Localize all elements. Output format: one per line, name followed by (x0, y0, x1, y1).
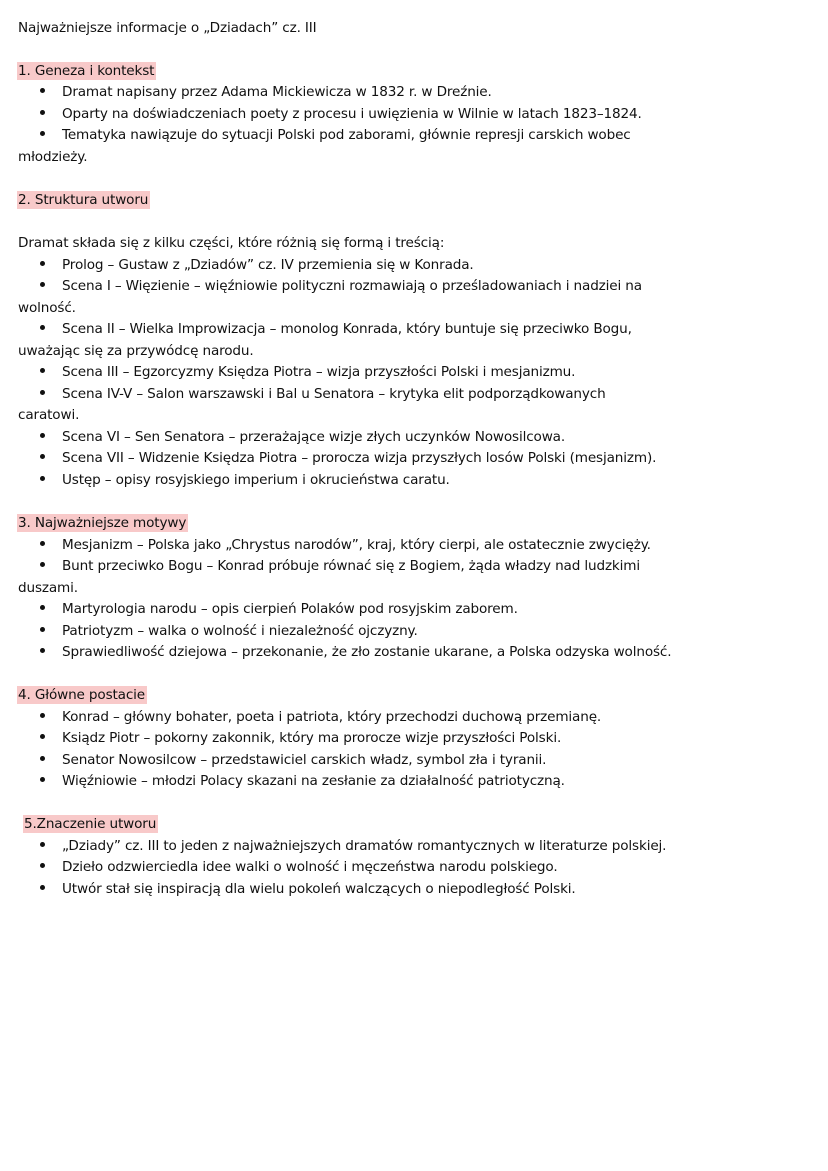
list-item-text: Prolog – Gustaw z „Dziadów” cz. IV przemienia się w Konrada. (62, 257, 474, 273)
list-item (40, 621, 418, 641)
list-item (40, 750, 546, 770)
list-item-text: Konrad – główny bohater, poeta i patriota, który przechodzi duchową przemianę. (62, 709, 602, 725)
list-item-text: Ksiądz Piotr – pokorny zakonnik, który ma prorocze wizje przyszłości Polski. (62, 730, 562, 746)
bullet-icon (40, 110, 45, 115)
list-item (40, 535, 651, 555)
bullet-icon (40, 627, 45, 632)
list-item-text: Więźniowie – młodzi Polacy skazani na zesłanie za działalność patriotyczną. (62, 773, 565, 789)
list-item (40, 448, 656, 468)
list-item-text: Scena III – Egzorcyzmy Księdza Piotra – wizja przyszłości Polski i mesjanizmu. (62, 364, 576, 380)
list-item (40, 384, 606, 404)
bullet-icon (40, 541, 45, 546)
list-item (40, 319, 632, 339)
bullet-icon (40, 863, 45, 868)
list-item-text: Scena I – Więzienie – więźniowie polityczni rozmawiają o prześladowaniach i nadziei na (62, 278, 642, 294)
list-item-text: Martyrologia narodu – opis cierpień Polaków pod rosyjskim zaborem. (62, 601, 518, 617)
list-item-continuation: młodzieży. (18, 149, 88, 165)
list-item (40, 879, 576, 899)
section-1-heading (18, 61, 156, 81)
list-item-text: Scena VI – Sen Senatora – przerażające wizje złych uczynków Nowosilcowa. (62, 429, 566, 445)
bullet-icon (40, 885, 45, 890)
bullet-icon (40, 368, 45, 373)
list-item-text: Ustęp – opisy rosyjskiego imperium i okrucieństwa caratu. (62, 472, 450, 488)
list-item-text: Scena VII – Widzenie Księdza Piotra – prorocza wizja przyszłych losów Polski (mesjanizm). (62, 450, 657, 466)
bullet-icon (40, 131, 45, 136)
list-item-continuation: wolność. (18, 300, 76, 316)
bullet-icon (40, 842, 45, 847)
bullet-icon (40, 325, 45, 330)
list-item (40, 125, 631, 145)
bullet-icon (40, 88, 45, 93)
list-item (40, 857, 558, 877)
list-item-continuation: caratowi. (18, 407, 80, 423)
list-item (40, 362, 575, 382)
list-item-text: „Dziady” cz. III to jeden z najważniejszych dramatów romantycznych w literaturze polskiej. (62, 838, 667, 854)
bullet-icon (40, 713, 45, 718)
bullet-icon (40, 648, 45, 653)
list-item-text: Tematyka nawiązuje do sytuacji Polski pod zaborami, głównie represji carskich wobec (62, 127, 631, 143)
heading-highlight: 1. Geneza i kontekst (18, 63, 155, 79)
list-item (40, 728, 561, 748)
heading-highlight: 5.Znaczenie utworu (24, 816, 157, 832)
section-5-heading (24, 814, 158, 834)
list-item-text: Scena II – Wielka Improwizacja – monolog Konrada, który buntuje się przeciwko Bogu, (62, 321, 632, 337)
list-item-text: Dzieło odzwierciedla idee walki o wolność i męczeństwa narodu polskiego. (62, 859, 558, 875)
list-item-text: Mesjanizm – Polska jako „Chrystus narodów”, kraj, który cierpi, ale ostatecznie zwycięży. (62, 537, 651, 553)
document-title: Najważniejsze informacje o „Dziadach” cz. III (18, 20, 317, 36)
bullet-icon (40, 476, 45, 481)
heading-highlight: 4. Główne postacie (18, 687, 146, 703)
bullet-icon (40, 282, 45, 287)
bullet-icon (40, 777, 45, 782)
section-2-intro: Dramat składa się z kilku części, które różnią się formą i treścią: (18, 235, 445, 251)
section-2-heading (18, 190, 150, 210)
bullet-icon (40, 605, 45, 610)
section-4-heading (18, 685, 147, 705)
heading-highlight: 3. Najważniejsze motywy (18, 515, 187, 531)
list-item-text: Sprawiedliwość dziejowa – przekonanie, że zło zostanie ukarane, a Polska odzyska wolność. (62, 644, 672, 660)
list-item (40, 427, 565, 447)
bullet-icon (40, 261, 45, 266)
list-item (40, 470, 450, 490)
list-item (40, 836, 666, 856)
list-item (40, 771, 565, 791)
list-item (40, 599, 518, 619)
heading-highlight: 2. Struktura utworu (18, 192, 149, 208)
bullet-icon (40, 390, 45, 395)
section-3-heading (18, 513, 188, 533)
list-item (40, 82, 492, 102)
list-item-text: Dramat napisany przez Adama Mickiewicza w 1832 r. w Dreźnie. (62, 84, 492, 100)
list-item (40, 556, 640, 576)
list-item-text: Patriotyzm – walka o wolność i niezależność ojczyzny. (62, 623, 418, 639)
bullet-icon (40, 756, 45, 761)
bullet-icon (40, 433, 45, 438)
list-item-text: Scena IV-V – Salon warszawski i Bal u Senatora – krytyka elit podporządkowanych (62, 386, 606, 402)
bullet-icon (40, 454, 45, 459)
list-item (40, 642, 671, 662)
list-item-continuation: duszami. (18, 580, 78, 596)
list-item-text: Oparty na doświadczeniach poety z procesu i uwięzienia w Wilnie w latach 1823–1824. (62, 106, 642, 122)
list-item-text: Bunt przeciwko Bogu – Konrad próbuje równać się z Bogiem, żąda władzy nad ludzkimi (62, 558, 640, 574)
list-item-text: Senator Nowosilcow – przedstawiciel carskich władz, symbol zła i tyranii. (62, 752, 547, 768)
bullet-icon (40, 562, 45, 567)
bullet-icon (40, 734, 45, 739)
list-item (40, 255, 474, 275)
list-item-continuation: uważając się za przywódcę narodu. (18, 343, 254, 359)
list-item (40, 276, 642, 296)
list-item (40, 104, 642, 124)
list-item (40, 707, 601, 727)
list-item-text: Utwór stał się inspiracją dla wielu pokoleń walczących o niepodległość Polski. (62, 881, 576, 897)
